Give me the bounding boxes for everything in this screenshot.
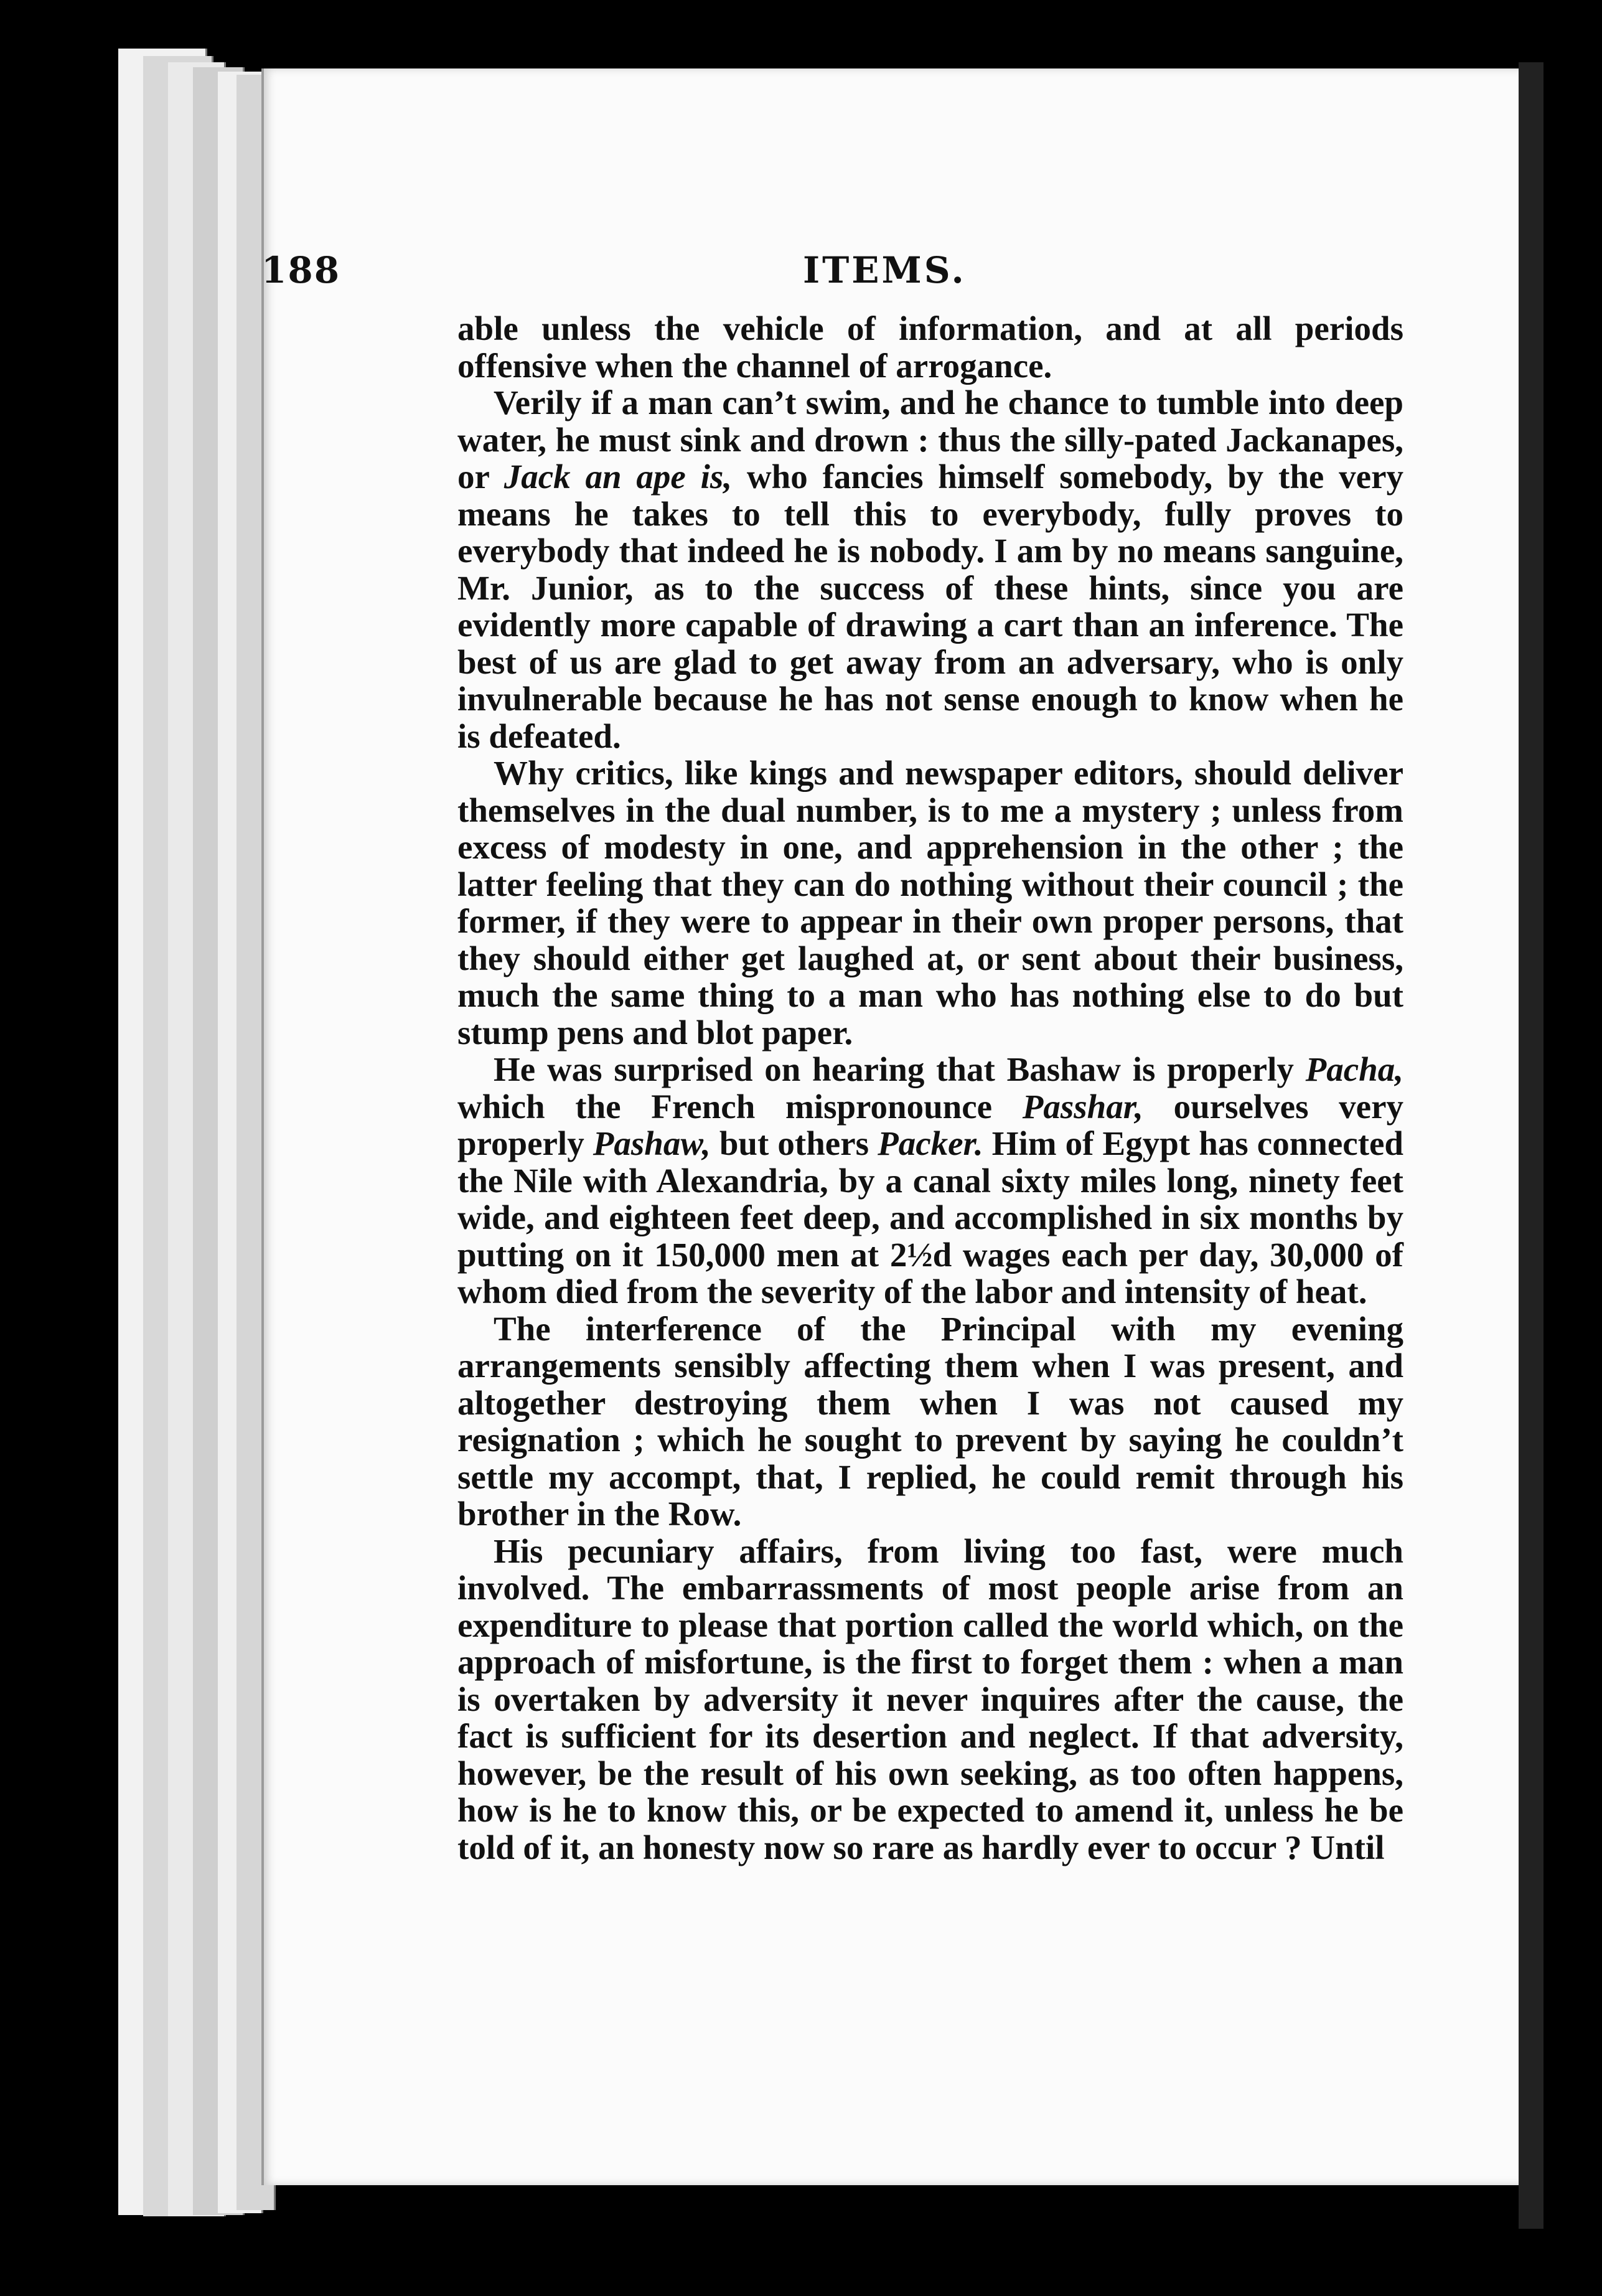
italic-text: Packer. bbox=[878, 1124, 983, 1162]
italic-text: Jack an ape is, bbox=[504, 458, 733, 496]
paragraph bbox=[457, 310, 1403, 384]
text-run: His pecuniary affairs, from living too fast, were much involved. The embarrassments of most people arise from an expenditure to please that portion called the world which, on the approach of misfortune, is the first to forget them : when a man is overtaken by adversity it never inquires after the cause, the fact is sufficient for its desertion and neglect. If that adversity, however, be the result of his own seeking, as too often happens, how is he to know this, or be expected to amend it, unless he be told of it, an honesty now so rare as hardly ever to occur ? Until bbox=[457, 1531, 1403, 1866]
paragraph bbox=[457, 1533, 1403, 1866]
text-run: but others bbox=[710, 1124, 878, 1162]
text-run: Verily if a man can’t swim, and he chance to tumble into deep water, he must sink and drown : thus the silly-pated Jackanapes, or bbox=[457, 383, 1403, 496]
italic-text: Passhar, bbox=[1022, 1087, 1143, 1126]
opposite-page-edge bbox=[1519, 62, 1543, 2229]
text-run: Him of Egypt has connected the Nile with Alexandria, by a canal sixty miles long, ninety feet wide, and eighteen feet deep, and accomplished in six months by putting on it 150,000 men at 2½d wages each per day, 30,000 of whom died from the severity of the labor and intensity of heat. bbox=[457, 1124, 1404, 1310]
text-run: which the French mispronounce bbox=[457, 1087, 1023, 1126]
paragraph bbox=[457, 1310, 1403, 1533]
text-run: He was surprised on hearing that Bashaw is properly bbox=[494, 1050, 1306, 1088]
page-number: 188 bbox=[261, 249, 341, 291]
running-head: ITEMS. bbox=[803, 249, 967, 291]
text-run: able unless the vehicle of information, and at all periods offensive when the channel of arrogance. bbox=[457, 309, 1403, 385]
paragraph bbox=[457, 384, 1403, 755]
text-run: who fancies himself somebody, by the very means he takes to tell this to everybody, fully proves to everybody that indeed he is nobody. I am by no means sanguine, Mr. Junior, as to the success of these hints, since you are evidently more capable of drawing a cart than an inference. The best of us are glad to get away from an adversary, who is only invulnerable because he has not sense enough to know when he is defeated. bbox=[457, 458, 1403, 755]
italic-text: Pashaw, bbox=[593, 1124, 711, 1162]
body-text bbox=[457, 310, 1403, 1866]
paragraph bbox=[457, 1051, 1403, 1310]
italic-text: Pacha, bbox=[1305, 1050, 1403, 1088]
text-run: Why critics, like kings and newspaper editors, should deliver themselves in the dual number, is to me a mystery ; unless from excess of modesty in one, and apprehension in the other ; the latter feeling that they can do nothing without their council ; the former, if they were to appear in their own proper persons, that they should either get laughed at, or sent about their business, much the same thing to a man who has nothing else to do but stump pens and blot paper. bbox=[457, 754, 1403, 1052]
text-run: ourselves very properly bbox=[457, 1087, 1403, 1162]
paragraph bbox=[457, 755, 1403, 1051]
text-run: The interference of the Principal with my evening arrangements sensibly affecting them when I was present, and altogether destroying them when I was not caused my resignation ; which he sought to prevent by saying he couldn’t settle my accompt, that, I replied, he could remit through his brother in the Row. bbox=[457, 1309, 1403, 1533]
